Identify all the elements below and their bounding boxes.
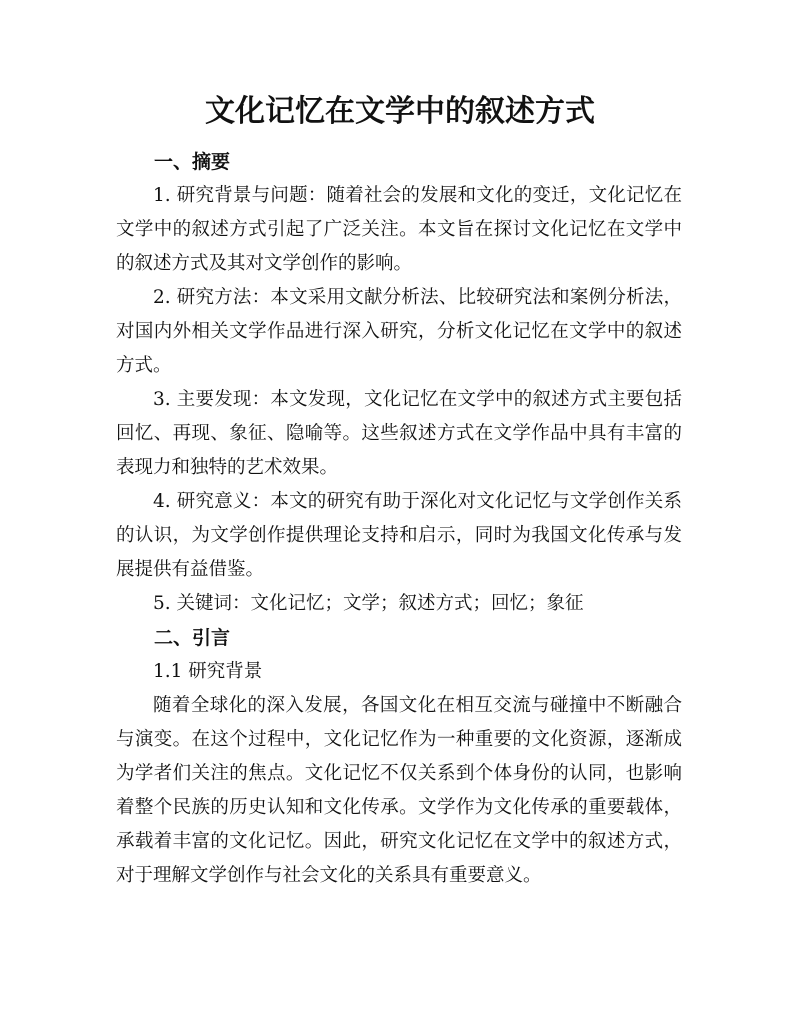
abstract-paragraph-background: 1. 研究背景与问题：随着社会的发展和文化的变迁，文化记忆在文学中的叙述方式引起了广泛关注。本文旨在探讨文化记忆在文学中的叙述方式及其对文学创作的影响。: [116, 185, 682, 274]
document-title: 文化记忆在文学中的叙述方式: [205, 94, 595, 129]
section-heading-abstract: 一、摘要: [154, 151, 231, 173]
abstract-paragraph-keywords: 5. 关键词：文化记忆；文学；叙述方式；回忆；象征: [153, 593, 584, 614]
document-body: [116, 145, 682, 893]
introduction-paragraph: 随着全球化的深入发展，各国文化在相互交流与碰撞中不断融合与演变。在这个过程中，文化记忆作为一种重要的文化资源，逐渐成为学者们关注的焦点。文化记忆不仅关系到个体身份的认同，也影响着整个民族的历史认知和文化传承。文学作为文化传承的重要载体，承载着丰富的文化记忆。因此，研究文化记忆在文学中的叙述方式，对于理解文学创作与社会文化的关系具有重要意义。: [116, 695, 682, 886]
abstract-paragraph-findings: 3. 主要发现：本文发现，文化记忆在文学中的叙述方式主要包括回忆、再现、象征、隐喻等。这些叙述方式在文学作品中具有丰富的表现力和独特的艺术效果。: [116, 389, 682, 478]
abstract-paragraph-significance: 4. 研究意义：本文的研究有助于深化对文化记忆与文学创作关系的认识，为文学创作提供理论支持和启示，同时为我国文化传承与发展提供有益借鉴。: [116, 491, 682, 580]
subsection-heading-background: 1.1 研究背景: [153, 661, 263, 682]
abstract-paragraph-method: 2. 研究方法：本文采用文献分析法、比较研究法和案例分析法，对国内外相关文学作品进行深入研究，分析文化记忆在文学中的叙述方式。: [116, 287, 682, 376]
section-heading-introduction: 二、引言: [154, 627, 231, 649]
